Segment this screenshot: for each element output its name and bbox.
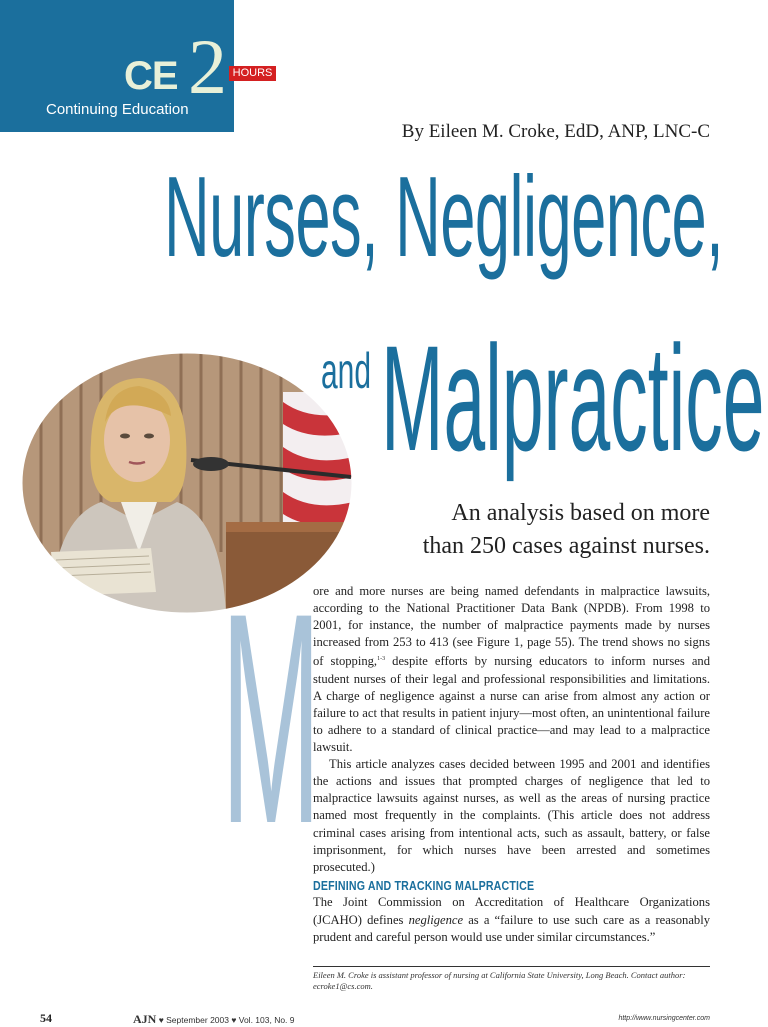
journal-name: AJN bbox=[133, 1012, 157, 1026]
title-line-1: Nurses, Negligence, bbox=[164, 154, 724, 281]
svg-text:M: M bbox=[221, 551, 321, 887]
footnote-divider bbox=[313, 966, 710, 967]
subtitle bbox=[370, 497, 710, 563]
section-paragraph: The Joint Commission on Accreditation of Healthcare Organizations (JCAHO) defines negligence as a “failure to use such care as a reasonably prudent and careful person would use under similar circumstances.” bbox=[313, 895, 710, 944]
ce-badge bbox=[0, 0, 234, 132]
author-note: Eileen M. Croke is assistant professor of nursing at California State University, Long Beach. Contact author: ecroke1@cs.com. bbox=[313, 970, 686, 991]
title-line-2: Malpractice bbox=[381, 314, 765, 482]
subtitle-line-1: An analysis based on more bbox=[451, 500, 710, 526]
paragraph-1: ore and more nurses are being named defendants in malpractice lawsuits, according to the National Practitioner Data Bank (NPDB). From 1998 to 2001, for instance, the number of malpractice payments made by nurses increased from 253 to 413 (see Figure 1, page 55). The trend shows no signs of stopping,$^{1-3}$ despite efforts by nursing educators to inform nurses and student nurses of their legal and professional responsibilities and limitations. A charge of negligence against a nurse can arise from almost any action or failure to act that results in patient injury—most often, an unintentional failure to adhere to a standard of clinical practice—and may lead to a malpractice lawsuit. bbox=[313, 584, 711, 755]
article-body bbox=[313, 583, 710, 876]
page-number: 54 bbox=[40, 1011, 52, 1025]
drop-cap bbox=[221, 551, 321, 887]
ce-hours-number: 2 bbox=[188, 23, 227, 110]
issue-info: ♥ September 2003 ♥ Vol. 103, No. 9 bbox=[158, 1015, 295, 1025]
hours-tag: HOURS bbox=[229, 66, 276, 81]
footer-url[interactable]: http://www.nursingcenter.com bbox=[618, 1015, 710, 1022]
title-and: and bbox=[321, 343, 372, 399]
subtitle-line-2: than 250 cases against nurses. bbox=[422, 533, 710, 559]
journal-info bbox=[133, 1012, 295, 1027]
byline: By Eileen M. Croke, EdD, ANP, LNC-C bbox=[401, 121, 710, 142]
section-heading: DEFINING AND TRACKING MALPRACTICE bbox=[313, 879, 535, 893]
flag-icon bbox=[283, 392, 353, 542]
paragraph-2: This article analyzes cases decided between 1995 and 2001 and identifies the actions and issues that prompted charges of negligence that led to malpractice lawsuits against nurses, as well as the areas of nursing practice named most frequently in the complaints. (This article does not address criminal cases arising from intentional acts, such as assault, battery, or false imprisonment, for which nurses have been arrested and sometimes prosecuted.) bbox=[313, 757, 710, 874]
citation-superscript: 1-3 bbox=[377, 656, 386, 663]
ce-label: CE bbox=[124, 54, 178, 98]
continuing-education-label: Continuing Education bbox=[46, 101, 189, 118]
